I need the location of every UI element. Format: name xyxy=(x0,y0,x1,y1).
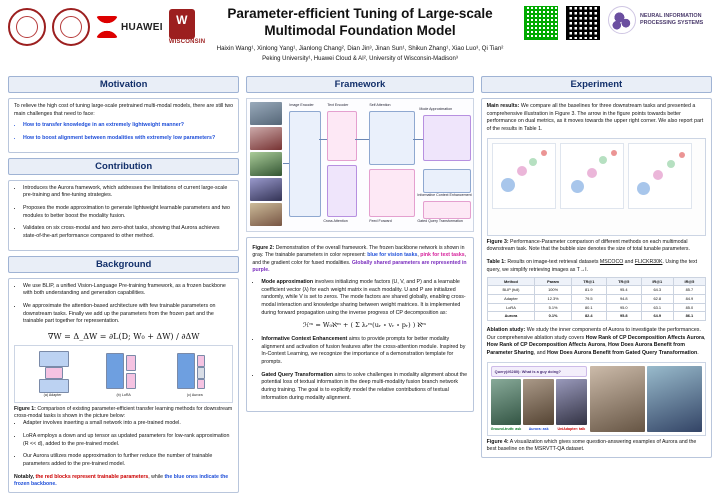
ablation-bold-2: How Rank of CP Decomposition Affects Aurora xyxy=(486,342,606,349)
aurora-diagram xyxy=(175,349,215,399)
main-results-label: Main results: xyxy=(486,103,520,109)
list-item: • Validates on six cross-modal and two zero-shot tasks, showing that Aurora achieves state-of-the-art performance compared to other method. xyxy=(23,225,233,240)
table-cell: 81.9 xyxy=(571,286,606,295)
column-header: Param xyxy=(535,277,572,286)
table-cell: 85.0 xyxy=(673,303,705,312)
lora-down-block xyxy=(126,355,136,371)
video-frame xyxy=(647,366,702,432)
table-cell: 100% xyxy=(535,286,572,295)
data-point-bubble xyxy=(501,178,515,192)
motivation-panel xyxy=(8,98,239,153)
results-table xyxy=(487,277,706,321)
title-line-2: Multimodal Foundation Model xyxy=(264,22,456,38)
table-cell: 95.4 xyxy=(606,286,641,295)
figure-3-caption-text: Performance-Parameter comparison of different methods on each multimodal downstream task. Note that the bubble size denotes the size of total tunable parameters. xyxy=(486,238,690,252)
list-item xyxy=(261,279,467,331)
mode-approximation-label: Mode Approximation xyxy=(419,107,453,111)
table-1-label: Table 1: xyxy=(486,259,506,266)
gated-query-transformation-block xyxy=(423,201,471,219)
figure-2-after: , and the gradient color for fused modalities. xyxy=(252,252,467,266)
affiliation-list: Peking University¹, Huawei Cloud & AI², University of Wisconsin-Madison³ xyxy=(262,55,458,62)
data-point-bubble xyxy=(667,160,675,168)
feed-forward-block xyxy=(369,169,415,217)
neurips-logo xyxy=(608,6,712,34)
image-encoder-label: Image Encoder xyxy=(289,103,314,107)
column-header: Method xyxy=(487,277,535,286)
figure-3-caption xyxy=(487,239,706,254)
column-left xyxy=(8,76,239,487)
data-point-bubble xyxy=(529,158,537,166)
figure1-subcaption-b: (b) LoRA xyxy=(116,393,131,398)
table-cell: 95.8 xyxy=(606,312,641,321)
ablation-sep-2: , xyxy=(605,342,609,349)
section-heading-motivation: Motivation xyxy=(8,76,239,93)
figure-2-label: Figure 2: xyxy=(252,245,275,251)
note-blue: the blue ones indicate the frozen backbone. xyxy=(14,473,229,487)
bullet-title: Informative Context Enhancement xyxy=(261,335,348,342)
feed-forward-label: Feed Forward xyxy=(369,219,392,223)
figure-2-blue: blue for vision tasks xyxy=(367,252,418,259)
column-middle xyxy=(246,76,473,472)
ablation-text: We study the inner components of Aurora to investigate the performances. Our comprehensive ablation study covers xyxy=(486,327,701,341)
table-cell: 85.7 xyxy=(673,286,705,295)
section-heading-experiment: Experiment xyxy=(481,76,712,93)
qa-frames xyxy=(491,379,587,424)
bullet-body: aims to solve challenges in modality alignment about the potential loss of textual information in the deep multi-modality fusion branch network during training. The goal is to explicitly model the relative contributions of textual information during modality alignment. xyxy=(261,371,468,401)
qr-code-green-icon[interactable] xyxy=(524,6,558,40)
list-item xyxy=(261,336,467,367)
dataset-flickr30k: FLICKR30K xyxy=(634,259,663,266)
lora-diagram xyxy=(104,349,144,399)
ablation-sep-3: , and xyxy=(533,350,548,357)
data-point-bubble xyxy=(637,182,650,195)
cross-attention-block xyxy=(327,165,357,217)
motivation-intro: To relieve the high cost of tuning large-scale pretrained multi-modal models, there are still two main challenges that need to face: xyxy=(14,103,234,117)
neurips-label: NEURAL INFORMATION PROCESSING SYSTEMS xyxy=(640,13,704,26)
list-item xyxy=(261,372,467,403)
column-header: IR@1 xyxy=(641,277,673,286)
section-heading-background: Background xyxy=(8,256,239,273)
main-results-text: We compare all the baselines for three downstream tasks and presented a comprehensive illustration in Figure 3. The arrow in the figure points towards better performance on dual metrics, as it moves towards the upper right corner. We also report part of the results in Table 1. xyxy=(486,103,704,133)
table-1-caption xyxy=(487,259,706,274)
huawei-logo xyxy=(96,16,163,38)
column-header: TR@1 xyxy=(571,277,606,286)
table-cell: 12.3% xyxy=(535,295,572,304)
table-cell: 86.1 xyxy=(673,312,705,321)
flow-arrow xyxy=(283,163,289,164)
list-item: • We use BLIP, a unified Vision-Language Pre-training framework, as a frozen backbone with both understanding and generation capabilities. xyxy=(23,283,233,298)
table-1-caption-c: . Using the text query, we simplify retrieving images as T→I. xyxy=(486,259,698,273)
list-item: • How to boost alignment between modalities with extremely low parameters? xyxy=(23,135,233,143)
wisconsin-label: WISCONSIN xyxy=(168,39,206,45)
ablation-bold-3: How Does Aurora Benefit from Parameter Sharing xyxy=(486,342,685,357)
gqt-label: Gated Query Transformation xyxy=(417,219,463,223)
poster-header xyxy=(8,4,712,76)
page-title xyxy=(198,6,522,40)
mode-approximation-block xyxy=(423,115,471,161)
table-row xyxy=(487,295,705,304)
aurora-factor-p xyxy=(197,379,205,389)
figure-2-purple: Globally shared parameters are represented in purple. xyxy=(252,259,467,273)
table-cell: 95.0 xyxy=(606,303,641,312)
qa-block xyxy=(491,366,587,432)
input-image xyxy=(250,178,282,201)
list-item: • Our Aurora utilizes mode approximation to further reduce the number of trainable parameters added to the pre-trained model. xyxy=(23,453,233,468)
mode-approximation-formula: ℋᵐ = W₀ℵᵐ + ( Σ λᵣᵐ(uᵣ ∘ vᵣ ∘ pᵣ) ) ℵᵐ xyxy=(302,321,427,330)
aurora-factor-u xyxy=(197,355,205,367)
main-results-paragraph xyxy=(487,103,706,134)
note-prefix: Notably, xyxy=(14,473,35,480)
figure-1-image xyxy=(14,345,233,403)
motivation-list xyxy=(14,122,233,142)
dataset-mscoco: MSCOCO xyxy=(599,259,624,266)
text-encoder-label: Text Encoder xyxy=(327,103,349,107)
input-image xyxy=(250,102,282,125)
ablation-label: Ablation study: xyxy=(486,327,526,334)
figure-4-caption xyxy=(487,439,706,454)
figure-2-mid: , xyxy=(417,252,419,259)
ablation-bold-4: How Does Aurora Benefit from Gated Query Transformation xyxy=(547,350,698,357)
self-attention-label: Self Attention xyxy=(369,103,391,107)
wisconsin-crest-icon xyxy=(169,9,195,39)
background-formula: ∇W = Δ_ΔW = ∂L(D; W₀ + ΔW) / ∂ΔW xyxy=(47,332,200,342)
data-point-bubble xyxy=(599,156,607,164)
figure-4-label: Figure 4: xyxy=(486,438,509,445)
figure1-list xyxy=(14,420,233,468)
left-logos xyxy=(8,4,206,46)
data-point-bubble xyxy=(611,150,617,156)
table-cell: 63.1 xyxy=(641,303,673,312)
table-row xyxy=(487,312,705,321)
list-item: • Adapter involves inserting a small network into a pre-trained model. xyxy=(23,420,233,428)
self-attention-block xyxy=(369,111,415,165)
table-row xyxy=(487,303,705,312)
video-frame xyxy=(523,379,554,424)
qa-question: Query(#6280): What is a guy doing? xyxy=(491,366,587,378)
cross-attention-label: Cross Attention xyxy=(323,219,348,223)
flow-arrow xyxy=(319,139,327,140)
table-cell: 80.1 xyxy=(571,303,606,312)
framework-panel xyxy=(246,237,473,412)
neurips-mark-icon xyxy=(608,6,636,34)
video-frame xyxy=(590,366,645,432)
figure-1-label: Figure 1: xyxy=(14,405,36,412)
ice-label: Informative Context Enhancement xyxy=(417,193,472,197)
figure-1-caption xyxy=(14,406,233,421)
experiment-panel xyxy=(481,98,712,458)
table-cell: 64.3 xyxy=(641,286,673,295)
bullet-body: aims to provide prompts for better modality alignment and activation of fusion features after the cross-attention module. Inspired by In-Context Learning, we recognize the importance of a demonstration template for prompts. xyxy=(261,335,466,365)
column-header: IR@5 xyxy=(673,277,705,286)
author-list: Haixin Wang¹, Xinlong Yang¹, Jianlong Chang², Dian Jin³, Jinan Sun¹, Shikun Zhang¹, Xiao Luo³, Qi Tian² xyxy=(216,44,504,52)
section-heading-contribution: Contribution xyxy=(8,158,239,175)
peking-university-logo-icon xyxy=(8,8,46,46)
input-image xyxy=(250,152,282,175)
chart-panel-videoqa xyxy=(628,143,692,209)
table-1-caption-b: and xyxy=(623,259,635,266)
table-cell: Aurora xyxy=(487,312,535,321)
input-image xyxy=(250,127,282,150)
input-image-strip xyxy=(250,102,282,226)
list-item: • Introduces the Aurora framework, which addresses the limitations of current large-scale pre-training and fine-tuning strategies. xyxy=(23,185,233,200)
table-cell: 64.9 xyxy=(641,312,673,321)
background-list xyxy=(14,283,233,326)
title-block xyxy=(198,4,522,62)
figure-2-pink: pink for text tasks xyxy=(420,252,465,259)
figure-1-caption-text: Comparison of existing parameter-efficient transfer learning methods for downstream cross-modal tasks is shown in the picture below: xyxy=(14,405,233,419)
qa-answer-baseline: UniAdapter: talk xyxy=(557,426,586,431)
list-item: • Proposes the mode approximation to generate lightweight learnable parameters and two modules to better boost the modality fusion. xyxy=(23,205,233,220)
flow-arrow xyxy=(355,139,369,140)
chart-panel-video-retrieval xyxy=(560,143,624,209)
input-image xyxy=(250,203,282,226)
table-cell: 0.1% xyxy=(535,312,572,321)
adapter-frozen-block xyxy=(39,351,69,367)
figure-4-image xyxy=(487,362,706,436)
table-cell: Adapter xyxy=(487,295,535,304)
right-logos xyxy=(522,4,712,40)
video-frame xyxy=(556,379,587,424)
ablation-bold-1: How Rank of CP Decomposition Affects Aurora xyxy=(585,334,705,341)
aurora-factor-v xyxy=(197,367,205,379)
note-mid: , while xyxy=(148,473,163,480)
list-item: • How to transfer knowledge in an extremely lightweight manner? xyxy=(23,122,233,130)
flow-arrow xyxy=(413,139,423,140)
adapter-frozen-block-2 xyxy=(39,379,69,393)
figure-3-label: Figure 3: xyxy=(486,238,509,245)
video-frame xyxy=(491,379,522,424)
peking-university-seal-icon xyxy=(52,8,90,46)
table-cell: 94.8 xyxy=(606,295,641,304)
figure1-subcaption-c: (c) Aurora xyxy=(186,393,203,398)
note-red: the red blocks represent trainable parameters xyxy=(35,473,149,480)
huawei-label: HUAWEI xyxy=(121,21,163,33)
table-cell: BLIP (full) xyxy=(487,286,535,295)
data-point-bubble xyxy=(587,168,597,178)
bullet-title: Mode approximation xyxy=(261,279,314,286)
qa-answers xyxy=(491,427,587,432)
list-item: • LoRA employs a down and up tensor as updated parameters for low-rank approximation (R << d), added to the pre-trained model. xyxy=(23,433,233,448)
data-point-bubble xyxy=(653,170,663,180)
poster-columns xyxy=(8,76,712,487)
data-point-bubble xyxy=(571,180,584,193)
table-header-row xyxy=(487,277,705,286)
qa-answer-aurora: Aurora: ask xyxy=(528,426,549,431)
qr-code-icon[interactable] xyxy=(566,6,600,40)
lora-up-block xyxy=(126,373,136,389)
figure-2-caption xyxy=(252,245,467,274)
table-cell: 82.4 xyxy=(571,312,606,321)
huawei-mark-icon xyxy=(96,16,118,38)
table-cell: 84.9 xyxy=(673,295,705,304)
data-point-bubble xyxy=(541,150,547,156)
text-encoder-block xyxy=(327,111,357,161)
bullet-body: involves initializing mode factors (U, V, and P) and a learnable coefficient vector (λ) for each weight matrix in each modality. U and P are initialized randomly, while V is set to zeros. The mode factors are shared globally, enabling cross-modal interaction and knowledge sharing between weight matrices. It is implemented during forward propagation using the inverse progress of CP decomposition as: xyxy=(261,279,466,316)
table-cell: 62.8 xyxy=(641,295,673,304)
chart-panel-retrieval xyxy=(492,143,556,209)
figure-1-note xyxy=(14,474,233,489)
adapter-trainable-block xyxy=(45,367,63,379)
figure-2-caption-a: Demonstration of the overall framework. The frozen backbone network is shown in gray. The trainable parameters in color represent: xyxy=(252,245,465,259)
figure-2-image xyxy=(246,98,473,232)
title-line-1: Parameter-efficient Tuning of Large-scale xyxy=(227,6,493,21)
ablation-end: . xyxy=(697,350,699,357)
ablation-sep-1: , xyxy=(704,334,706,341)
framework-bullets xyxy=(252,279,467,402)
data-point-bubble xyxy=(679,152,685,158)
qa-answer-groundtruth: Ground-truth: ask xyxy=(490,426,522,431)
contribution-panel xyxy=(8,180,239,251)
list-item: • We approximate the attention-based architecture with few trainable parameters on downstream tasks. Finally we add up the parameters from the frozen part and the trainable part together for representation. xyxy=(23,303,233,326)
figure-3-image xyxy=(487,138,706,236)
ablation-paragraph xyxy=(487,327,706,358)
table-row xyxy=(487,286,705,295)
informative-context-enhancement-block xyxy=(423,169,471,193)
data-point-bubble xyxy=(517,166,527,176)
table-cell: 79.5 xyxy=(571,295,606,304)
contribution-list xyxy=(14,185,233,241)
adapter-diagram xyxy=(33,349,73,399)
image-encoder-block xyxy=(289,111,321,217)
bullet-title: Gated Query Transformation xyxy=(261,371,334,378)
table-1-caption-a: Results on image-text retrieval datasets xyxy=(505,259,600,266)
column-right xyxy=(481,76,712,472)
figure-4-caption-text: A visualization which gives some question-answering examples of Aurora and the best baseline on the MSRVTT-QA dataset. xyxy=(486,438,697,453)
figure1-subcaption-a: (a) Adapter xyxy=(43,393,62,398)
aurora-frozen-block xyxy=(177,353,195,389)
table-cell: LoRA xyxy=(487,303,535,312)
background-panel xyxy=(8,278,239,493)
column-header: TR@5 xyxy=(606,277,641,286)
lora-frozen-block xyxy=(106,353,124,389)
section-heading-framework: Framework xyxy=(246,76,473,93)
table-cell: 5.1% xyxy=(535,303,572,312)
qa-frames-right xyxy=(590,366,702,432)
